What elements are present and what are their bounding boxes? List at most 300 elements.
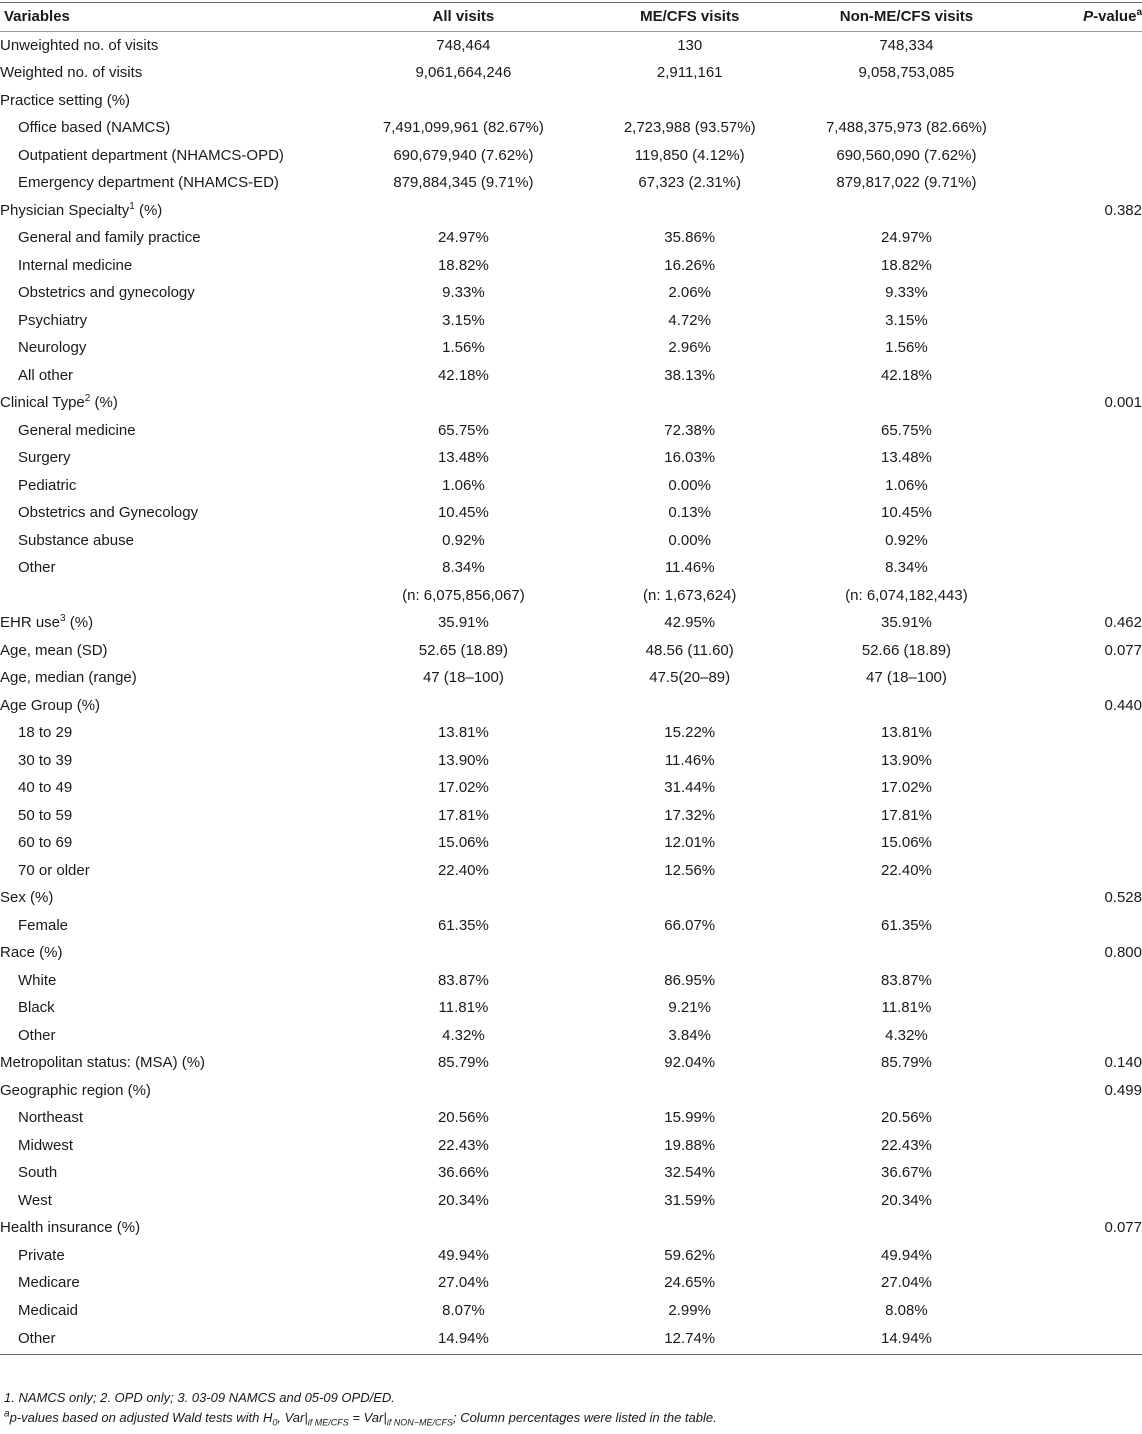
cell-p-value bbox=[1044, 719, 1142, 747]
cell-non-mecfs-visits bbox=[769, 884, 1044, 912]
row-label-text: 60 to 69 bbox=[18, 834, 73, 851]
cell-all-visits: 9,061,664,246 bbox=[415, 64, 512, 81]
table-row bbox=[0, 1269, 1142, 1297]
cell-p-value: 0.462 bbox=[1104, 614, 1142, 631]
row-label bbox=[0, 1022, 316, 1050]
cell-mecfs-visits: 16.03% bbox=[664, 449, 716, 466]
cell-all-visits: 65.75% bbox=[437, 421, 489, 439]
row-label bbox=[0, 609, 316, 637]
row-label-text: Outpatient department (NHAMCS-OPD) bbox=[18, 146, 284, 164]
cell-p-value bbox=[1044, 527, 1142, 555]
row-label-text: Medicaid bbox=[18, 1301, 79, 1319]
cell-mecfs-visits: 86.95% bbox=[664, 971, 716, 989]
cell-mecfs-visits: 130 bbox=[677, 36, 703, 54]
cell-mecfs-visits bbox=[610, 692, 769, 720]
table-row bbox=[0, 774, 1142, 802]
cell-mecfs-visits bbox=[610, 884, 769, 912]
row-label bbox=[0, 1159, 316, 1187]
row-label-text: Neurology bbox=[18, 339, 87, 356]
table-header-row bbox=[0, 3, 1142, 32]
row-label bbox=[0, 197, 316, 225]
cell-p-value bbox=[1044, 334, 1142, 362]
footnote-text-a: p-values based on adjusted Wald tests with H bbox=[9, 1410, 273, 1425]
cell-p-value bbox=[1044, 87, 1142, 115]
cell-all-visits: 52.65 (18.89) bbox=[418, 641, 509, 659]
cell-non-mecfs-visits: 20.34% bbox=[881, 1191, 932, 1209]
row-label-text: Obstetrics and Gynecology bbox=[18, 504, 199, 521]
cell-all-visits: 879,884,345 (9.71%) bbox=[393, 174, 534, 191]
table-row bbox=[0, 169, 1142, 197]
cell-p-value bbox=[1044, 1242, 1142, 1270]
cell-p-value bbox=[1044, 142, 1142, 170]
table-row bbox=[0, 1187, 1142, 1215]
cell-p-value bbox=[1044, 967, 1142, 995]
cell-non-mecfs-visits: 49.94% bbox=[881, 1246, 932, 1264]
row-label-text: Practice setting (%) bbox=[0, 91, 131, 109]
row-label bbox=[0, 417, 316, 445]
cell-non-mecfs-visits: 17.81% bbox=[881, 806, 932, 824]
cell-mecfs-visits: 35.86% bbox=[664, 229, 716, 246]
cell-p-value bbox=[1044, 417, 1142, 445]
cell-mecfs-visits: 16.26% bbox=[664, 256, 716, 274]
cell-non-mecfs-visits: 7,488,375,973 (82.66%) bbox=[825, 119, 987, 136]
cell-non-mecfs-visits: 24.97% bbox=[881, 229, 932, 246]
table-row bbox=[0, 1324, 1142, 1355]
cell-non-mecfs-visits: 10.45% bbox=[881, 504, 932, 521]
cell-mecfs-visits: 0.00% bbox=[668, 476, 711, 494]
cell-all-visits: 15.06% bbox=[437, 834, 489, 851]
cell-mecfs-visits bbox=[610, 389, 769, 417]
table-row bbox=[0, 1104, 1142, 1132]
table-row bbox=[0, 87, 1142, 115]
cell-non-mecfs-visits: 13.90% bbox=[881, 751, 932, 769]
row-label bbox=[0, 1324, 316, 1355]
table-row bbox=[0, 719, 1142, 747]
cell-all-visits: 20.56% bbox=[437, 1109, 489, 1126]
table-row bbox=[0, 939, 1142, 967]
cell-p-value bbox=[1044, 582, 1142, 610]
footnote-text-c: = Var| bbox=[348, 1410, 387, 1425]
table-row bbox=[0, 637, 1142, 665]
cell-non-mecfs-visits: 65.75% bbox=[881, 421, 932, 439]
cell-non-mecfs-visits: 22.40% bbox=[881, 861, 932, 879]
cell-non-mecfs-visits: 9,058,753,085 bbox=[858, 64, 955, 81]
table-row bbox=[0, 527, 1142, 555]
cell-mecfs-visits: 119,850 (4.12%) bbox=[634, 146, 745, 164]
row-label bbox=[0, 389, 316, 417]
table-row bbox=[0, 692, 1142, 720]
cell-mecfs-visits: 24.65% bbox=[664, 1274, 716, 1291]
table-row bbox=[0, 499, 1142, 527]
cell-non-mecfs-visits: 879,817,022 (9.71%) bbox=[836, 174, 977, 191]
cell-all-visits: 20.34% bbox=[437, 1191, 489, 1209]
cell-non-mecfs-visits: 13.48% bbox=[881, 449, 932, 466]
cell-all-visits: 17.02% bbox=[437, 779, 489, 796]
cell-mecfs-visits bbox=[610, 1077, 769, 1105]
row-label-text: Obstetrics and gynecology bbox=[18, 284, 195, 301]
cell-p-value: 0.800 bbox=[1104, 944, 1142, 961]
cell-all-visits: 42.18% bbox=[437, 366, 489, 384]
row-label bbox=[0, 829, 316, 857]
table-row bbox=[0, 582, 1142, 610]
row-label-text: Health insurance (%) bbox=[0, 1219, 141, 1236]
row-label bbox=[0, 857, 316, 885]
cell-p-value bbox=[1044, 114, 1142, 142]
cell-non-mecfs-visits bbox=[769, 389, 1044, 417]
footnote-text-b: , Var| bbox=[277, 1410, 308, 1425]
row-label bbox=[0, 967, 316, 995]
row-label-text: Northeast bbox=[18, 1109, 84, 1126]
row-label bbox=[0, 224, 316, 252]
cell-non-mecfs-visits: 8.34% bbox=[885, 559, 928, 576]
table-row bbox=[0, 334, 1142, 362]
row-label bbox=[0, 279, 316, 307]
row-label-text: Weighted no. of visits bbox=[0, 64, 143, 81]
cell-mecfs-visits: 15.22% bbox=[664, 724, 716, 741]
row-label-text: Clinical Type bbox=[0, 394, 85, 411]
cell-mecfs-visits bbox=[610, 939, 769, 967]
cell-all-visits: 1.06% bbox=[442, 476, 485, 494]
row-label bbox=[0, 252, 316, 280]
cell-p-value: 0.140 bbox=[1104, 1054, 1142, 1071]
row-label-text: 30 to 39 bbox=[18, 751, 73, 769]
row-label bbox=[0, 1077, 316, 1105]
row-label-text: 40 to 49 bbox=[18, 779, 73, 796]
row-label-text: Female bbox=[18, 916, 69, 934]
cell-p-value bbox=[1044, 307, 1142, 335]
cell-all-visits: 14.94% bbox=[437, 1330, 489, 1348]
row-label bbox=[0, 527, 316, 555]
cell-mecfs-visits: 3.84% bbox=[668, 1026, 711, 1044]
cell-non-mecfs-visits: 748,334 bbox=[879, 36, 934, 54]
cell-p-value: 0.001 bbox=[1104, 394, 1142, 411]
row-label-text: Age, median (range) bbox=[0, 669, 137, 686]
cell-p-value bbox=[1044, 1324, 1142, 1355]
cell-all-visits bbox=[316, 1077, 610, 1105]
table-row bbox=[0, 307, 1142, 335]
cell-non-mecfs-visits: 4.32% bbox=[885, 1026, 928, 1044]
row-label bbox=[0, 994, 316, 1022]
cell-p-value bbox=[1044, 472, 1142, 500]
cell-mecfs-visits: 42.95% bbox=[664, 614, 716, 631]
row-label bbox=[0, 1104, 316, 1132]
cell-all-visits bbox=[316, 197, 610, 225]
row-label-text: General medicine bbox=[18, 421, 136, 439]
cell-non-mecfs-visits: 61.35% bbox=[881, 916, 932, 934]
cell-all-visits: 9.33% bbox=[442, 284, 485, 301]
cell-non-mecfs-visits: 8.08% bbox=[885, 1301, 928, 1319]
table-row bbox=[0, 417, 1142, 445]
cell-p-value bbox=[1044, 747, 1142, 775]
cell-mecfs-visits: 15.99% bbox=[664, 1109, 716, 1126]
cell-mecfs-visits: 31.59% bbox=[664, 1191, 716, 1209]
cell-p-value bbox=[1044, 994, 1142, 1022]
table-row bbox=[0, 1132, 1142, 1160]
cell-non-mecfs-visits bbox=[769, 197, 1044, 225]
header-p-rest: -value bbox=[1093, 8, 1137, 25]
cell-all-visits: 11.81% bbox=[438, 999, 489, 1016]
cell-p-value bbox=[1044, 279, 1142, 307]
header-p-letter: P bbox=[1083, 8, 1094, 25]
cell-all-visits: 3.15% bbox=[442, 311, 485, 329]
cell-all-visits: 47 (18–100) bbox=[422, 669, 504, 686]
cell-all-visits: 22.43% bbox=[437, 1136, 489, 1154]
cell-non-mecfs-visits bbox=[769, 939, 1044, 967]
cell-p-value: 0.499 bbox=[1104, 1081, 1142, 1099]
row-label bbox=[0, 114, 316, 142]
cell-all-visits bbox=[316, 884, 610, 912]
header-p-value bbox=[1044, 3, 1142, 32]
row-label bbox=[0, 884, 316, 912]
cell-all-visits bbox=[316, 389, 610, 417]
header-non-mecfs-visits: Non-ME/CFS visits bbox=[839, 8, 974, 25]
cell-mecfs-visits: 66.07% bbox=[664, 916, 716, 934]
table-row bbox=[0, 197, 1142, 225]
row-label-text: General and family practice bbox=[18, 229, 201, 246]
table-row bbox=[0, 224, 1142, 252]
cell-p-value bbox=[1044, 554, 1142, 582]
cell-mecfs-visits: 0.00% bbox=[668, 531, 711, 549]
cell-p-value: 0.077 bbox=[1104, 1219, 1142, 1236]
cell-p-value: 0.077 bbox=[1104, 641, 1142, 659]
cell-p-value: 0.528 bbox=[1104, 889, 1142, 906]
cell-all-visits: 18.82% bbox=[437, 256, 489, 274]
cell-all-visits: 7,491,099,961 (82.67%) bbox=[382, 119, 544, 136]
row-label-sup: 3 bbox=[60, 613, 66, 624]
cell-non-mecfs-visits: 3.15% bbox=[885, 311, 928, 329]
row-label bbox=[0, 499, 316, 527]
header-mecfs-visits: ME/CFS visits bbox=[640, 8, 740, 25]
cell-mecfs-visits: 2.99% bbox=[668, 1301, 711, 1319]
row-label-text: Surgery bbox=[18, 449, 71, 466]
header-all-visits: All visits bbox=[432, 8, 495, 25]
cell-non-mecfs-visits: 18.82% bbox=[881, 256, 932, 274]
cell-mecfs-visits: 2,911,161 bbox=[656, 64, 723, 81]
cell-p-value: 0.382 bbox=[1104, 201, 1142, 219]
cell-mecfs-visits: 0.13% bbox=[668, 504, 711, 521]
table-row bbox=[0, 472, 1142, 500]
cell-non-mecfs-visits: 11.81% bbox=[881, 999, 932, 1016]
table-row bbox=[0, 1159, 1142, 1187]
table-row bbox=[0, 609, 1142, 637]
cell-mecfs-visits: 48.56 (11.60) bbox=[645, 641, 734, 659]
row-label bbox=[0, 939, 316, 967]
cell-non-mecfs-visits: 1.56% bbox=[885, 339, 928, 356]
cell-all-visits: 61.35% bbox=[437, 916, 489, 934]
cell-mecfs-visits: 32.54% bbox=[664, 1164, 716, 1181]
cell-all-visits: 10.45% bbox=[437, 504, 489, 521]
table-row bbox=[0, 994, 1142, 1022]
row-label-text: Other bbox=[18, 1330, 56, 1348]
cell-all-visits: 748,464 bbox=[436, 36, 491, 54]
cell-non-mecfs-visits: 36.67% bbox=[881, 1164, 932, 1181]
row-label-text: 50 to 59 bbox=[18, 806, 73, 824]
row-label-text: Black bbox=[18, 999, 55, 1016]
table-row bbox=[0, 1077, 1142, 1105]
table-row bbox=[0, 389, 1142, 417]
cell-all-visits: 13.90% bbox=[437, 751, 489, 769]
header-variables: Variables bbox=[4, 8, 70, 25]
row-label-text: Age, mean (SD) bbox=[0, 641, 108, 659]
cell-p-value bbox=[1044, 857, 1142, 885]
row-label bbox=[0, 1269, 316, 1297]
row-label-text: Other bbox=[18, 559, 56, 576]
cell-p-value bbox=[1044, 169, 1142, 197]
cell-non-mecfs-visits: 52.66 (18.89) bbox=[861, 641, 952, 659]
row-label-text: South bbox=[18, 1164, 58, 1181]
row-label-text: Office based (NAMCS) bbox=[18, 119, 171, 136]
row-label bbox=[0, 334, 316, 362]
cell-p-value bbox=[1044, 224, 1142, 252]
cell-all-visits: 49.94% bbox=[437, 1246, 489, 1264]
row-label-tail: (%) bbox=[90, 394, 118, 411]
cell-all-visits: 83.87% bbox=[437, 971, 489, 989]
row-label-text: Geographic region (%) bbox=[0, 1081, 151, 1099]
row-label-text: 18 to 29 bbox=[18, 724, 73, 741]
row-label bbox=[0, 362, 316, 390]
cell-non-mecfs-visits: 0.92% bbox=[885, 531, 928, 549]
cell-p-value bbox=[1044, 499, 1142, 527]
row-label bbox=[0, 1132, 316, 1160]
row-label bbox=[0, 1242, 316, 1270]
row-label bbox=[0, 912, 316, 940]
table-row bbox=[0, 912, 1142, 940]
header-p-sup: a bbox=[1136, 7, 1142, 18]
cell-non-mecfs-visits: 35.91% bbox=[881, 614, 932, 631]
cell-mecfs-visits: 59.62% bbox=[664, 1246, 716, 1264]
table-row bbox=[0, 664, 1142, 692]
row-label bbox=[0, 802, 316, 830]
cell-mecfs-visits: 38.13% bbox=[664, 366, 716, 384]
cell-p-value bbox=[1044, 1159, 1142, 1187]
cell-mecfs-visits: 17.32% bbox=[664, 806, 716, 824]
footnote-h-sub: 0 bbox=[272, 1417, 278, 1428]
table-row bbox=[0, 857, 1142, 885]
cell-p-value bbox=[1044, 1104, 1142, 1132]
row-label bbox=[0, 774, 316, 802]
table-row bbox=[0, 1214, 1142, 1242]
cell-mecfs-visits: 11.46% bbox=[664, 751, 715, 769]
table-row bbox=[0, 142, 1142, 170]
row-label bbox=[0, 664, 316, 692]
cell-all-visits bbox=[316, 87, 610, 115]
row-label bbox=[0, 747, 316, 775]
row-label bbox=[0, 307, 316, 335]
row-label-text: Other bbox=[18, 1026, 56, 1044]
cell-all-visits: 1.56% bbox=[442, 339, 485, 356]
cell-mecfs-visits: 31.44% bbox=[664, 779, 716, 796]
cell-non-mecfs-visits: 47 (18–100) bbox=[865, 669, 947, 686]
cell-p-value bbox=[1044, 252, 1142, 280]
row-label-text: Emergency department (NHAMCS-ED) bbox=[18, 174, 279, 191]
row-label-text: EHR use bbox=[0, 614, 61, 631]
table-row bbox=[0, 1297, 1142, 1325]
cell-non-mecfs-visits: 20.56% bbox=[881, 1109, 932, 1126]
table-row bbox=[0, 279, 1142, 307]
cell-mecfs-visits: 9.21% bbox=[668, 999, 711, 1016]
table-row bbox=[0, 444, 1142, 472]
cell-p-value bbox=[1044, 1187, 1142, 1215]
cell-mecfs-visits: 11.46% bbox=[664, 559, 715, 576]
footnote-text-d: ; Column percentages were listed in the table. bbox=[452, 1410, 717, 1425]
row-label-text: All other bbox=[18, 366, 74, 384]
cell-all-visits: 24.97% bbox=[437, 229, 489, 246]
cell-mecfs-visits: 12.74% bbox=[664, 1330, 716, 1348]
table-row bbox=[0, 1049, 1142, 1077]
cell-mecfs-visits: 12.01% bbox=[664, 834, 716, 851]
cell-all-visits: 8.07% bbox=[442, 1301, 485, 1319]
cell-p-value: 0.440 bbox=[1104, 696, 1142, 714]
cell-mecfs-visits: 67,323 (2.31%) bbox=[638, 174, 741, 191]
cell-mecfs-visits: 47.5(20–89) bbox=[649, 669, 731, 686]
footnote-sub-1: if ME/CFS bbox=[307, 1417, 349, 1428]
cell-non-mecfs-visits: 13.81% bbox=[881, 724, 932, 741]
cell-all-visits: 13.48% bbox=[437, 449, 489, 466]
row-label-text: Substance abuse bbox=[18, 531, 134, 549]
cell-all-visits: 27.04% bbox=[437, 1274, 489, 1291]
cell-all-visits: 13.81% bbox=[437, 724, 489, 741]
cell-all-visits bbox=[316, 939, 610, 967]
row-label bbox=[0, 637, 316, 665]
row-label bbox=[0, 472, 316, 500]
cell-p-value bbox=[1044, 802, 1142, 830]
footnote-line-1: 1. NAMCS only; 2. OPD only; 3. 03-09 NAMCS and 05-09 OPD/ED. bbox=[4, 1390, 395, 1405]
table-row bbox=[0, 362, 1142, 390]
cell-mecfs-visits bbox=[610, 87, 769, 115]
cell-all-visits: 4.32% bbox=[442, 1026, 485, 1044]
cell-p-value bbox=[1044, 912, 1142, 940]
row-label bbox=[0, 1214, 316, 1242]
cell-non-mecfs-visits: 15.06% bbox=[881, 834, 932, 851]
table-row bbox=[0, 802, 1142, 830]
footnotes bbox=[4, 1388, 717, 1428]
cell-mecfs-visits: 92.04% bbox=[664, 1054, 716, 1071]
row-label-text: Private bbox=[18, 1246, 65, 1264]
cell-non-mecfs-visits: 27.04% bbox=[881, 1274, 932, 1291]
cell-p-value bbox=[1044, 362, 1142, 390]
cell-p-value bbox=[1044, 1297, 1142, 1325]
cell-mecfs-visits: 12.56% bbox=[664, 861, 716, 879]
row-label-text: Internal medicine bbox=[18, 256, 133, 274]
row-label-sup: 1 bbox=[129, 200, 135, 212]
cell-all-visits bbox=[316, 692, 610, 720]
row-label bbox=[0, 554, 316, 582]
cell-non-mecfs-visits: (n: 6,074,182,443) bbox=[845, 586, 968, 604]
table-row bbox=[0, 884, 1142, 912]
table-row bbox=[0, 829, 1142, 857]
row-label bbox=[0, 692, 316, 720]
row-label-sup: 2 bbox=[84, 393, 91, 404]
row-label bbox=[0, 142, 316, 170]
row-label bbox=[0, 582, 316, 610]
table-row bbox=[0, 1242, 1142, 1270]
row-label-text: Psychiatry bbox=[18, 311, 88, 329]
row-label-text: Age Group (%) bbox=[0, 696, 101, 714]
cell-p-value bbox=[1044, 444, 1142, 472]
footnote-sub-2: if NON−ME/CFS bbox=[386, 1417, 453, 1428]
table-row bbox=[0, 747, 1142, 775]
cell-non-mecfs-visits bbox=[769, 1214, 1044, 1242]
cell-non-mecfs-visits: 9.33% bbox=[885, 284, 928, 301]
cell-p-value bbox=[1044, 774, 1142, 802]
cell-p-value bbox=[1044, 664, 1142, 692]
cell-non-mecfs-visits: 83.87% bbox=[881, 971, 932, 989]
row-label-text: Midwest bbox=[18, 1136, 74, 1154]
cell-mecfs-visits: (n: 1,673,624) bbox=[643, 586, 737, 604]
row-label-text: Pediatric bbox=[18, 476, 77, 494]
table-row bbox=[0, 554, 1142, 582]
cell-all-visits: 35.91% bbox=[437, 614, 489, 631]
